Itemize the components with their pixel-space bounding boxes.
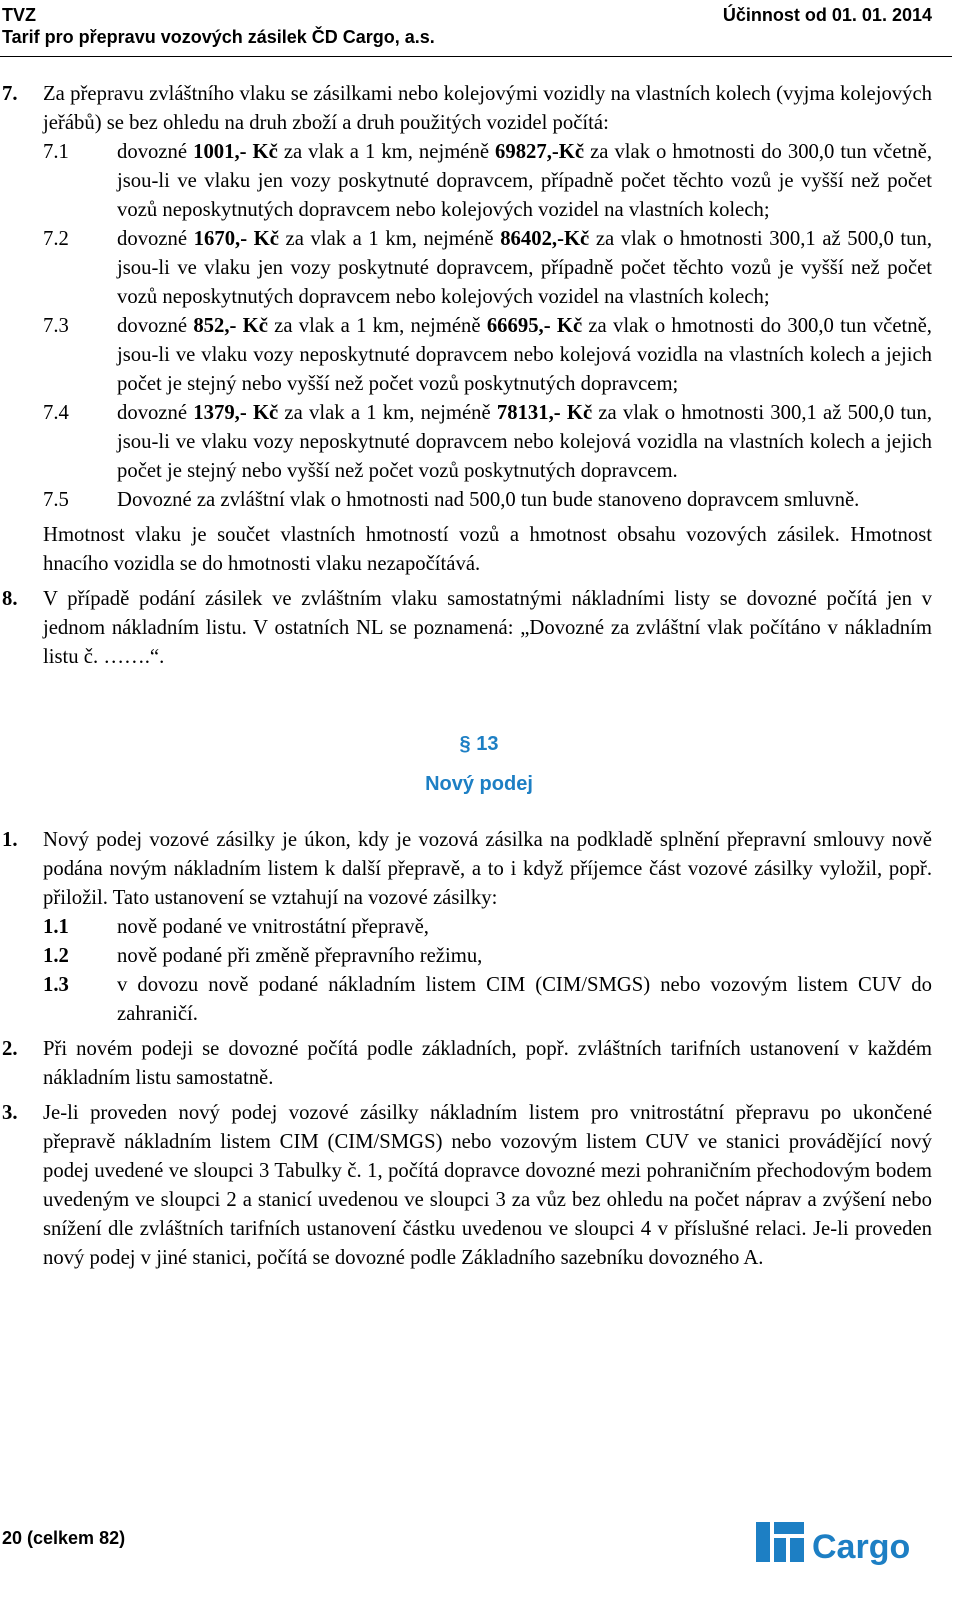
subparagraph-7-3 (0, 312, 958, 399)
train-weight-note: Hmotnost vlaku je součet vlastních hmotností vozů a hmotnost obsahu vozových zásilek. Hmotnost hnacího vozidla se do hmotnosti vlaku nezapočítává. (43, 524, 932, 575)
rate-per-km: 852,- Kč (193, 315, 268, 337)
minimum-charge: 78131,- Kč (496, 402, 593, 424)
paragraph-number: 1. (2, 829, 18, 851)
subparagraph-1-1 (0, 913, 958, 942)
subparagraph-7-2 (0, 225, 958, 312)
subparagraph-text: Dovozné za zvláštní vlak o hmotnosti nad 500,0 tun bude stanoveno dopravcem smluvně. (117, 489, 860, 511)
section13-paragraph-3 (0, 1099, 958, 1273)
minimum-charge: 66695,- Kč (486, 315, 583, 337)
minimum-charge: 86402,-Kč (500, 228, 590, 250)
effective-date: Účinnost od 01. 01. 2014 (722, 5, 932, 25)
subparagraph-text: nově podané ve vnitrostátní přepravě, (117, 916, 429, 938)
subparagraph-7-4 (0, 399, 958, 486)
document-code: TVZ (2, 5, 36, 25)
paragraph-text: Je-li proveden nový podej vozové zásilky nákladním listem pro vnitrostátní přepravu po ukončené přepravě nákladním listem CIM (CIM/SMGS) nebo vozovým listem CUV ve stanici provádějící nový podej uvedené ve sloupci 3 Tabulky č. 1, počítá dopravce dovozné mezi pohraničním přechodovým bodem uvedeným ve sloupci 2 a stanicí uvedenou ve sloupci 3 za vůz bez ohledu na počet náprav a zvýšení nebo snížení dle zvláštních tarifních ustanovení částku uvedenou ve sloupci 4 v příslušné relaci. Je-li proveden nový podej v jiné stanici, počítá se dovozné podle Základního sazebníku dovozného A. (43, 1102, 932, 1269)
cd-cargo-logo (756, 1518, 936, 1566)
paragraph-7 (0, 80, 958, 138)
subparagraph-text: dovozné 852,- Kč za vlak a 1 km, nejméně 66695,- Kč za vlak o hmotnosti do 300,0 tun včetně, jsou-li ve vlaku vozy neposkytnuté dopravcem nebo kolejová vozidla na vlastních kolech a jejich počet je stejný nebo vyšší než počet vozů poskytnutých dopravcem; (117, 315, 932, 395)
subparagraph-number: 7.5 (43, 489, 69, 511)
subparagraph-number: 7.2 (43, 228, 69, 250)
subparagraph-1-3 (0, 971, 958, 1029)
subparagraph-text: nově podané při změně přepravního režimu, (117, 945, 483, 967)
subparagraph-text: dovozné 1379,- Kč za vlak a 1 km, nejméně 78131,- Kč za vlak o hmotnosti 300,1 až 500,0 tun, jsou-li ve vlaku vozy neposkytnuté dopravcem nebo kolejová vozidla na vlastních kolech a jejich počet je stejný nebo vyšší než počet vozů poskytnutých dopravcem. (117, 402, 932, 482)
subparagraph-number: 7.3 (43, 315, 69, 337)
section13-paragraph-1 (0, 826, 958, 913)
paragraph-number: 3. (2, 1102, 18, 1124)
section13-paragraph-2 (0, 1035, 958, 1093)
paragraph-8 (0, 585, 958, 672)
subparagraph-text: v dovozu nově podané nákladním listem CIM (CIM/SMGS) nebo vozovým listem CUV do zahraničí. (117, 974, 932, 1025)
page-body (0, 80, 958, 1273)
paragraph-text: V případě podání zásilek ve zvláštním vlaku samostatnými nákladními listy se dovozné počítá jen v jednom nákladním listu. V ostatních NL se poznamená: „Dovozné za zvláštní vlak počítáno v nákladním listu č. …….“. (43, 588, 932, 668)
subparagraph-7-5 (0, 486, 958, 515)
paragraph-text: Při novém podeji se dovozné počítá podle základních, popř. zvláštních tarifních ustanovení v každém nákladním listu samostatně. (43, 1038, 932, 1089)
rate-per-km: 1670,- Kč (193, 228, 279, 250)
rate-per-km: 1379,- Kč (193, 402, 279, 424)
rate-per-km: 1001,- Kč (193, 141, 278, 163)
section-title: Nový podej (425, 773, 533, 795)
minimum-charge: 69827,-Kč (495, 141, 585, 163)
paragraph-text: Nový podej vozové zásilky je úkon, kdy je vozová zásilka na podkladě splnění přepravní smlouvy nově podána novým nákladním listem k další přepravě, a to i když příjemce část vozové zásilky vyložil, popř. přiložil. Tato ustanovení se vztahují na vozové zásilky: (43, 829, 932, 909)
header-divider (0, 56, 952, 57)
paragraph-number: 8. (2, 588, 18, 610)
subparagraph-number: 1.3 (43, 974, 69, 996)
logo-wordmark: Cargo (812, 1528, 911, 1566)
subparagraph-7-1 (0, 138, 958, 225)
paragraph-number: 7. (2, 83, 18, 105)
page-number: 20 (celkem 82) (2, 1528, 126, 1548)
subparagraph-text: dovozné 1670,- Kč za vlak a 1 km, nejméně 86402,-Kč za vlak o hmotnosti 300,1 až 500,0 tun, jsou-li ve vlaku jen vozy poskytnuté dopravcem, případně počet těchto vozů je vyšší než počet vozů neposkytnutých dopravcem nebo kolejových vozidel na vlastních kolech; (117, 228, 933, 308)
paragraph-number: 2. (2, 1038, 18, 1060)
subparagraph-1-2 (0, 942, 958, 971)
subparagraph-number: 1.1 (43, 916, 69, 938)
section-number: § 13 (459, 733, 499, 755)
subparagraph-number: 1.2 (43, 945, 69, 967)
subparagraph-number: 7.4 (43, 402, 69, 424)
paragraph-text: Za přepravu zvláštního vlaku se zásilkami nebo kolejovými vozidly na vlastních kolech (vyjma kolejových jeřábů) se bez ohledu na druh zboží a druh použitých vozidel počítá: (43, 83, 932, 134)
subparagraph-text: dovozné 1001,- Kč za vlak a 1 km, nejméně 69827,-Kč za vlak o hmotnosti do 300,0 tun včetně, jsou-li ve vlaku jen vozy poskytnuté dopravcem, případně počet těchto vozů je vyšší než počet vozů neposkytnutých dopravcem nebo kolejových vozidel na vlastních kolech; (117, 141, 932, 221)
document-title: Tarif pro přepravu vozových zásilek ČD Cargo, a.s. (2, 27, 435, 47)
subparagraph-number: 7.1 (43, 141, 69, 163)
